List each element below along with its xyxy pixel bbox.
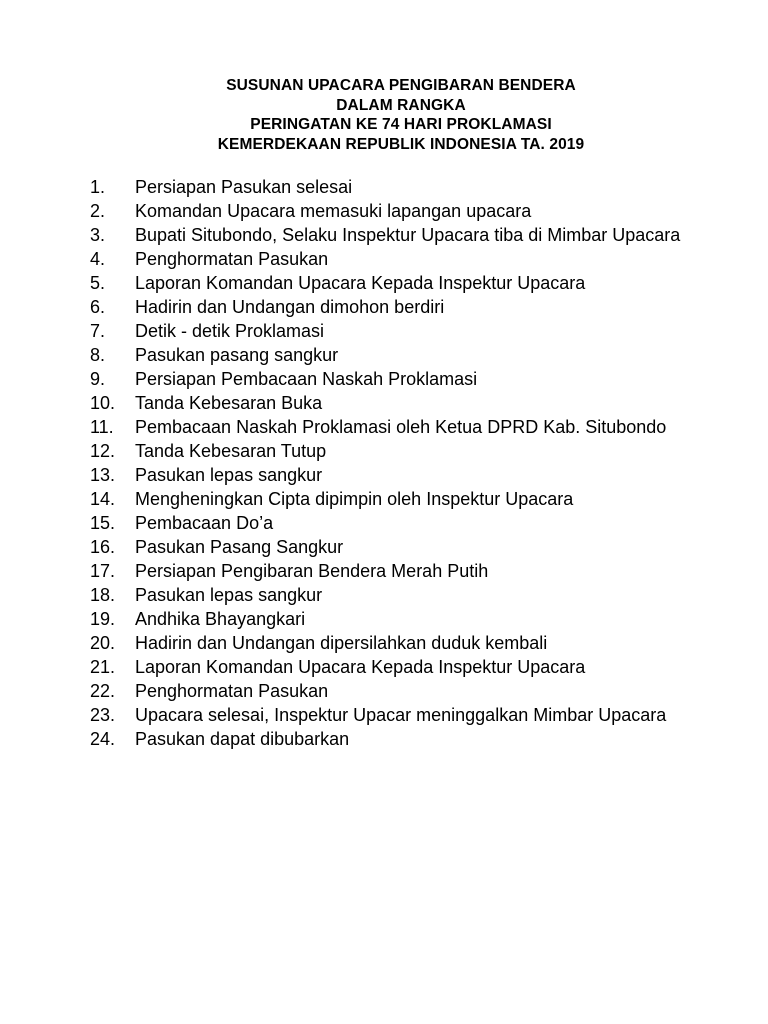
item-number: 1. xyxy=(90,177,106,197)
item-text: Hadirin dan Undangan dipersilahkan duduk kembali xyxy=(135,633,548,653)
list-item xyxy=(90,631,714,655)
list-item xyxy=(90,535,714,559)
item-text: Mengheningkan Cipta dipimpin oleh Inspektur Upacara xyxy=(135,489,574,509)
document-header xyxy=(0,76,768,154)
item-number: 6. xyxy=(90,297,106,317)
item-text: Persiapan Pengibaran Bendera Merah Putih xyxy=(135,561,489,581)
list-item xyxy=(90,703,714,727)
list-item xyxy=(90,439,714,463)
list-item xyxy=(90,559,714,583)
item-number: 19. xyxy=(90,609,116,629)
header-line-3: PERINGATAN KE 74 HARI PROKLAMASI xyxy=(250,116,552,133)
item-number: 3. xyxy=(90,225,106,245)
item-text: Laporan Komandan Upacara Kepada Inspektur Upacara xyxy=(135,657,586,677)
item-number: 7. xyxy=(90,321,106,341)
item-number: 5. xyxy=(90,273,106,293)
list-item xyxy=(90,391,714,415)
list-item xyxy=(90,487,714,511)
list-item xyxy=(90,583,714,607)
list-item xyxy=(90,247,714,271)
list-item xyxy=(90,415,714,439)
item-text: Pasukan Pasang Sangkur xyxy=(135,537,344,557)
item-text: Komandan Upacara memasuki lapangan upacara xyxy=(135,201,532,221)
list-item xyxy=(90,367,714,391)
item-number: 24. xyxy=(90,729,116,749)
item-number: 18. xyxy=(90,585,116,605)
list-item xyxy=(90,271,714,295)
header-line-4: KEMERDEKAAN REPUBLIK INDONESIA TA. 2019 xyxy=(217,135,585,153)
list-item xyxy=(90,727,714,751)
item-number: 4. xyxy=(90,249,106,269)
list-item xyxy=(90,655,714,679)
item-number: 23. xyxy=(90,705,116,725)
item-number: 21. xyxy=(90,657,116,677)
item-text: Pasukan pasang sangkur xyxy=(135,345,339,365)
item-number: 8. xyxy=(90,345,106,365)
list-item xyxy=(90,295,714,319)
item-text: Detik - detik Proklamasi xyxy=(135,321,325,341)
list-item xyxy=(90,223,714,247)
item-number: 10. xyxy=(90,393,116,413)
list-item xyxy=(90,343,714,367)
list-item xyxy=(90,175,714,199)
item-number: 17. xyxy=(90,561,116,581)
item-text: Bupati Situbondo, Selaku Inspektur Upacara tiba di Mimbar Upacara xyxy=(135,225,681,245)
item-number: 16. xyxy=(90,537,116,557)
item-number: 20. xyxy=(90,633,116,653)
list-item xyxy=(90,463,714,487)
item-text: Pasukan dapat dibubarkan xyxy=(135,729,350,749)
item-number: 14. xyxy=(90,489,116,509)
item-text: Hadirin dan Undangan dimohon berdiri xyxy=(135,297,445,317)
item-number: 12. xyxy=(90,441,116,461)
item-text: Tanda Kebesaran Tutup xyxy=(135,441,327,461)
item-text: Andhika Bhayangkari xyxy=(135,609,306,629)
header-line-1: SUSUNAN UPACARA PENGIBARAN BENDERA xyxy=(226,77,576,94)
ceremony-agenda-list xyxy=(90,175,714,751)
item-number: 11. xyxy=(90,417,114,437)
item-text: Pasukan lepas sangkur xyxy=(135,465,323,485)
item-number: 9. xyxy=(90,369,106,389)
item-text: Upacara selesai, Inspektur Upacar meninggalkan Mimbar Upacara xyxy=(135,705,667,725)
item-text: Pembacaan Do’a xyxy=(135,513,274,533)
item-text: Penghormatan Pasukan xyxy=(135,249,329,269)
item-text: Persiapan Pasukan selesai xyxy=(135,177,353,197)
list-item xyxy=(90,199,714,223)
header-line-2: DALAM RANGKA xyxy=(336,96,466,114)
list-item xyxy=(90,319,714,343)
item-number: 15. xyxy=(90,513,116,533)
item-number: 13. xyxy=(90,465,116,485)
item-number: 22. xyxy=(90,681,116,701)
item-text: Tanda Kebesaran Buka xyxy=(135,393,323,413)
item-text: Pasukan lepas sangkur xyxy=(135,585,323,605)
item-text: Laporan Komandan Upacara Kepada Inspektur Upacara xyxy=(135,273,586,293)
item-number: 2. xyxy=(90,201,106,221)
item-text: Persiapan Pembacaan Naskah Proklamasi xyxy=(135,369,478,389)
list-item xyxy=(90,679,714,703)
list-item xyxy=(90,607,714,631)
item-text: Penghormatan Pasukan xyxy=(135,681,329,701)
item-text: Pembacaan Naskah Proklamasi oleh Ketua DPRD Kab. Situbondo xyxy=(135,417,667,437)
list-item xyxy=(90,511,714,535)
